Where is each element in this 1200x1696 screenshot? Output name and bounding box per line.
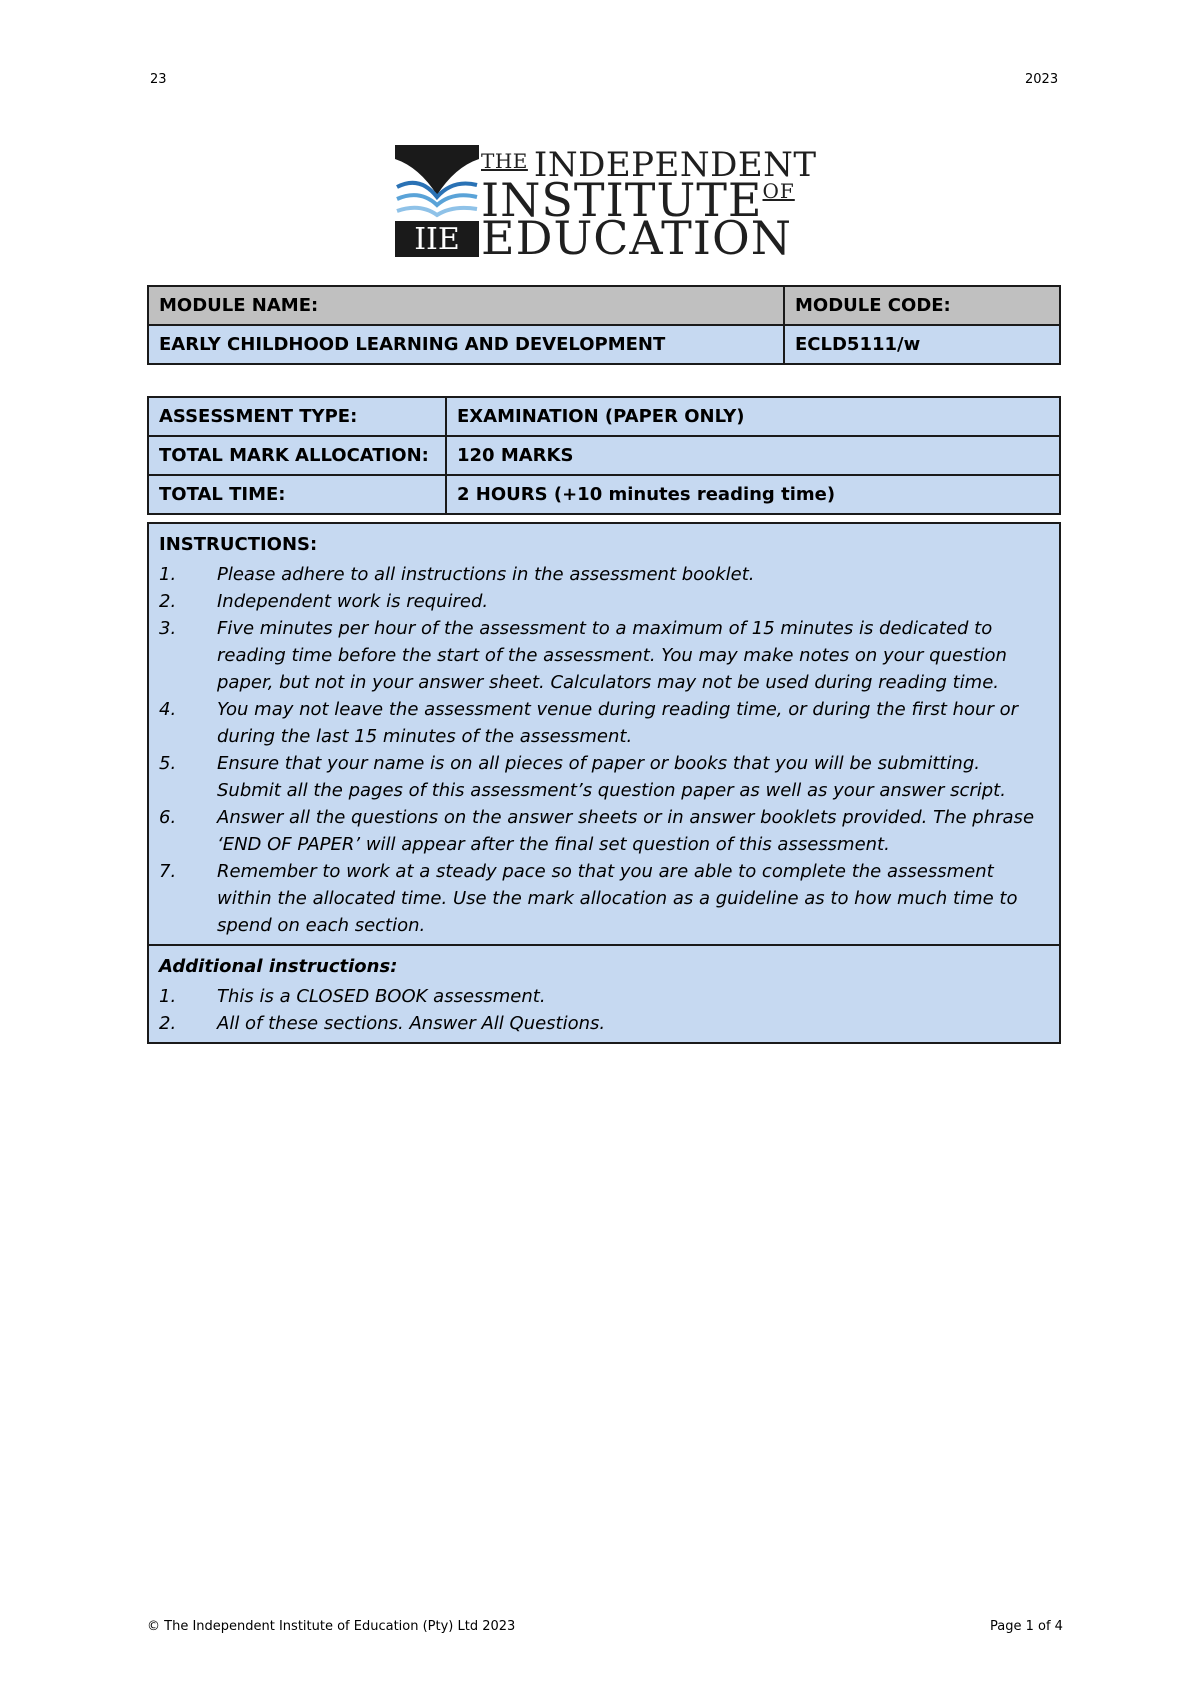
logo-of: OF [762,179,795,203]
list-item: 3. Five minutes per hour of the assessment to a maximum of 15 minutes is dedicated to reading time before the start of the assessment. You may make notes on your question paper, but not in your answer sheet. Calculators may not be used during reading time. [159,618,1007,693]
assessment-type-value: EXAMINATION (PAPER ONLY) [446,397,1060,436]
footer-page-number: Page 1 of 4 [990,1619,1063,1634]
list-item: 2. Independent work is required. [159,591,489,612]
logo-independent: INDEPENDENT [533,145,817,185]
monogram-text: IIE [414,222,460,257]
additional-instructions-title: Additional instructions: [159,956,398,977]
list-item: 1. This is a CLOSED BOOK assessment. [159,986,546,1007]
total-marks-value: 120 MARKS [446,436,1060,475]
module-code-value: ECLD5111/w [784,325,1060,364]
assessment-type-label: ASSESSMENT TYPE: [148,397,446,436]
logo-institute: INSTITUTE [481,173,763,227]
header-right-year: 2023 [1025,72,1059,87]
iie-logo [395,145,817,265]
assessment-table [147,396,1061,515]
additional-instructions-box [147,944,1061,1044]
module-name-value: EARLY CHILDHOOD LEARNING AND DEVELOPMENT [148,325,784,364]
book-emblem-icon [395,145,479,257]
list-item: 1. Please adhere to all instructions in the assessment booklet. [159,564,755,585]
list-item: 2. All of these sections. Answer All Questions. [159,1013,606,1034]
list-item: 6. Answer all the questions on the answer sheets or in answer booklets provided. The phrase ‘END OF PAPER’ will appear after the final set question of this assessment. [159,807,1035,855]
list-item: 5. Ensure that your name is on all pieces of paper or books that you will be submitting. Submit all the pages of this assessment’s question paper as well as your answer script. [159,753,1006,801]
module-table [147,285,1061,365]
footer-copyright: © The Independent Institute of Education (Pty) Ltd 2023 [147,1619,516,1634]
total-marks-label: TOTAL MARK ALLOCATION: [148,436,446,475]
total-time-label: TOTAL TIME: [148,475,446,514]
header-left-text: 23 [150,72,167,87]
logo-education: EDUCATION [481,211,792,265]
total-time-value: 2 HOURS (+10 minutes reading time) [446,475,1060,514]
module-code-label: MODULE CODE: [784,286,1060,325]
instructions-title: INSTRUCTIONS: [159,534,318,555]
list-item: 7. Remember to work at a steady pace so that you are able to complete the assessment within the allocated time. Use the mark allocation as a guideline as to how much time to spend on each section. [159,861,1018,936]
instructions-box [147,522,1061,946]
logo-the: THE [481,149,528,173]
list-item: 4. You may not leave the assessment venue during reading time, or during the first hour or during the last 15 minutes of the assessment. [159,699,1018,747]
module-name-label: MODULE NAME: [148,286,784,325]
